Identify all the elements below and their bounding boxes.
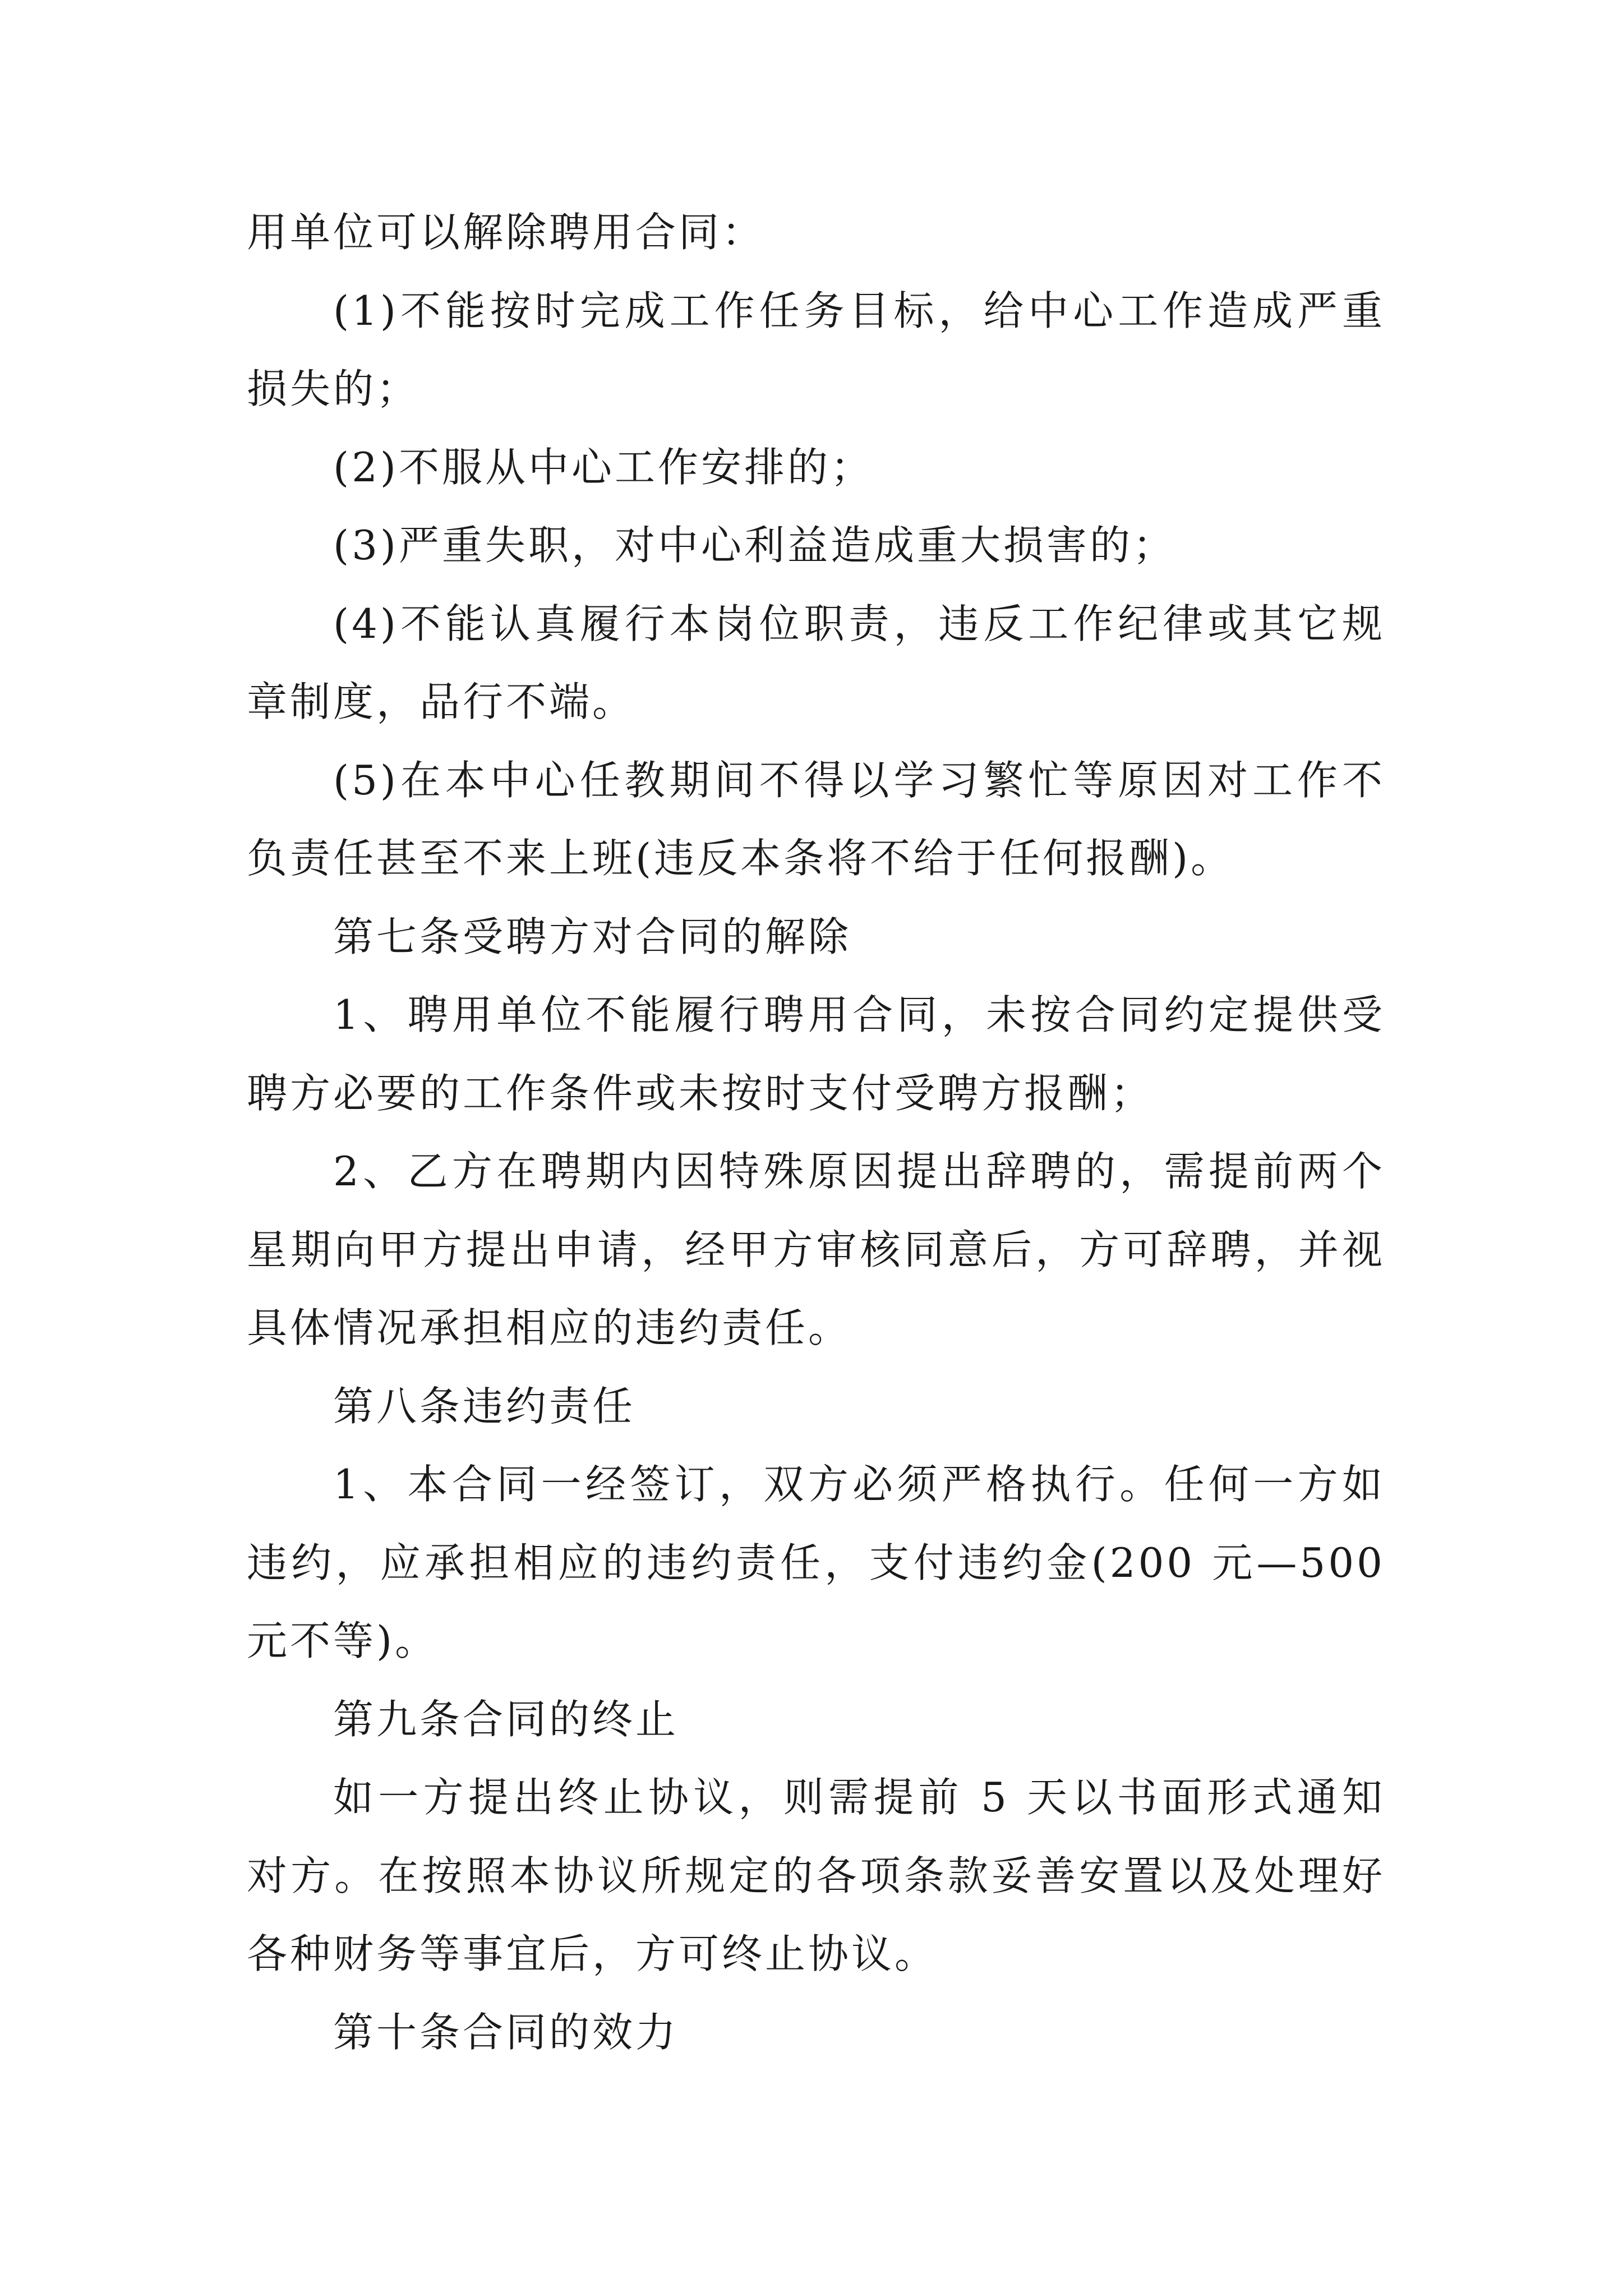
paragraph-item-2: (2)不服从中心工作安排的； xyxy=(333,443,874,491)
article-9-heading: 第九条合同的终止 xyxy=(333,1695,679,1743)
article-8-clause-1: 1、本合同一经签订，双方必须严格执行。任何一方如违约，应承担相应的违约责任，支付违约金(200 元—500 元不等)。 xyxy=(247,1461,1385,1664)
contract-body xyxy=(247,194,1385,2072)
article-10-heading: 第十条合同的效力 xyxy=(333,2008,679,2056)
paragraph-continuation: 用单位可以解除聘用合同： xyxy=(247,209,766,256)
article-7-clause-2: 2、乙方在聘期内因特殊原因提出辞聘的，需提前两个星期向甲方提出申请，经甲方审核同意后，方可辞聘，并视具体情况承担相应的违约责任。 xyxy=(247,1148,1385,1351)
article-7-heading: 第七条受聘方对合同的解除 xyxy=(333,913,852,960)
article-8-heading: 第八条违约责任 xyxy=(333,1382,636,1430)
article-7-clause-1: 1、聘用单位不能履行聘用合同，未按合同约定提供受聘方必要的工作条件或未按时支付受聘方报酬； xyxy=(247,991,1385,1117)
paragraph-item-5: (5)在本中心任教期间不得以学习繁忙等原因对工作不负责任甚至不来上班(违反本条将不给于任何报酬)。 xyxy=(247,756,1385,882)
article-9-body: 如一方提出终止协议，则需提前 5 天以书面形式通知对方。在按照本协议所规定的各项条款妥善安置以及处理好各种财务等事宜后，方可终止协议。 xyxy=(247,1774,1385,1977)
paragraph-item-4: (4)不能认真履行本岗位职责，违反工作纪律或其它规章制度，品行不端。 xyxy=(247,600,1385,725)
paragraph-item-1: (1)不能按时完成工作任务目标，给中心工作造成严重损失的； xyxy=(247,287,1385,412)
paragraph-item-3: (3)严重失职，对中心利益造成重大损害的； xyxy=(333,522,1176,569)
